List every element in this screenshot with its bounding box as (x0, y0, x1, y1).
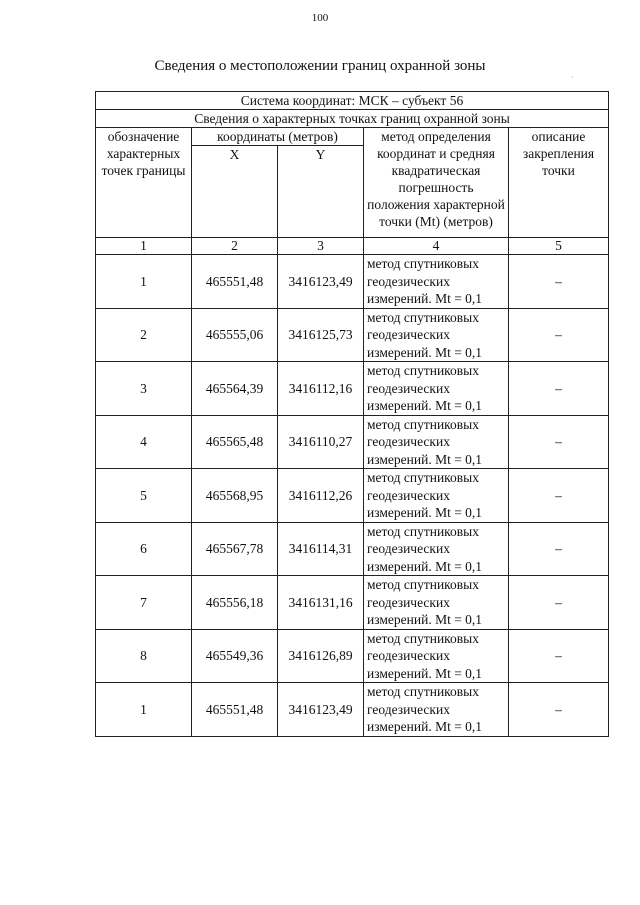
y-coordinate-cell: 3416112,16 (278, 362, 364, 416)
table-row (96, 522, 609, 576)
method-cell: метод спутниковых геодезических измерений. Mt = 0,1 (364, 576, 509, 630)
column-number: 2 (192, 238, 278, 255)
column-number: 4 (364, 238, 509, 255)
method-cell: метод спутниковых геодезических измерений. Mt = 0,1 (364, 629, 509, 683)
y-coordinate-cell: 3416126,89 (278, 629, 364, 683)
method-cell: метод спутниковых геодезических измерений. Mt = 0,1 (364, 308, 509, 362)
coordinate-system: Система координат: МСК – субъект 56 (96, 92, 609, 110)
header-method: метод определения координат и средняя квадратическая погрешность положения характерной точки (Mt) (метров) (364, 128, 509, 238)
table-row (96, 469, 609, 523)
coordinate-system-row (96, 92, 609, 110)
x-coordinate-cell: 465556,18 (192, 576, 278, 630)
column-number: 1 (96, 238, 192, 255)
table-row (96, 576, 609, 630)
header-y: Y (278, 146, 364, 238)
description-cell: – (509, 255, 609, 309)
description-cell: – (509, 308, 609, 362)
description-cell: – (509, 415, 609, 469)
column-number: 5 (509, 238, 609, 255)
point-cell: 1 (96, 683, 192, 737)
table-row (96, 683, 609, 737)
x-coordinate-cell: 465567,78 (192, 522, 278, 576)
method-cell: метод спутниковых геодезических измерений. Mt = 0,1 (364, 362, 509, 416)
point-cell: 4 (96, 415, 192, 469)
table-row (96, 629, 609, 683)
description-cell: – (509, 576, 609, 630)
point-cell: 6 (96, 522, 192, 576)
method-cell: метод спутниковых геодезических измерений. Mt = 0,1 (364, 255, 509, 309)
point-cell: 8 (96, 629, 192, 683)
header-row-1 (96, 128, 609, 146)
x-coordinate-cell: 465549,36 (192, 629, 278, 683)
stray-mark: · (571, 72, 574, 82)
header-description: описание закрепления точки (509, 128, 609, 238)
y-coordinate-cell: 3416123,49 (278, 683, 364, 737)
method-cell: метод спутниковых геодезических измерений. Mt = 0,1 (364, 469, 509, 523)
x-coordinate-cell: 465568,95 (192, 469, 278, 523)
column-number: 3 (278, 238, 364, 255)
x-coordinate-cell: 465551,48 (192, 255, 278, 309)
table-subtitle-row (96, 110, 609, 128)
table-row (96, 308, 609, 362)
point-cell: 2 (96, 308, 192, 362)
table-row (96, 415, 609, 469)
description-cell: – (509, 522, 609, 576)
document-title: Сведения о местоположении границ охранной зоны (154, 58, 486, 74)
y-coordinate-cell: 3416123,49 (278, 255, 364, 309)
table-row (96, 362, 609, 416)
description-cell: – (509, 469, 609, 523)
point-cell: 7 (96, 576, 192, 630)
x-coordinate-cell: 465564,39 (192, 362, 278, 416)
column-numbers-row (96, 238, 609, 255)
x-coordinate-cell: 465551,48 (192, 683, 278, 737)
y-coordinate-cell: 3416112,26 (278, 469, 364, 523)
x-coordinate-cell: 465565,48 (192, 415, 278, 469)
method-cell: метод спутниковых геодезических измерений. Mt = 0,1 (364, 683, 509, 737)
description-cell: – (509, 629, 609, 683)
header-point: обозначение характерных точек границы (96, 128, 192, 238)
boundary-points-table (95, 91, 609, 737)
method-cell: метод спутниковых геодезических измерений. Mt = 0,1 (364, 522, 509, 576)
description-cell: – (509, 362, 609, 416)
page-number: 100 (311, 12, 329, 24)
y-coordinate-cell: 3416114,31 (278, 522, 364, 576)
header-x: X (192, 146, 278, 238)
y-coordinate-cell: 3416131,16 (278, 576, 364, 630)
table-subtitle: Сведения о характерных точках границ охранной зоны (96, 110, 609, 128)
point-cell: 1 (96, 255, 192, 309)
y-coordinate-cell: 3416125,73 (278, 308, 364, 362)
y-coordinate-cell: 3416110,27 (278, 415, 364, 469)
method-cell: метод спутниковых геодезических измерений. Mt = 0,1 (364, 415, 509, 469)
description-cell: – (509, 683, 609, 737)
point-cell: 3 (96, 362, 192, 416)
data-rows (96, 255, 609, 737)
header-coords: координаты (метров) (192, 128, 364, 146)
point-cell: 5 (96, 469, 192, 523)
table-row (96, 255, 609, 309)
x-coordinate-cell: 465555,06 (192, 308, 278, 362)
